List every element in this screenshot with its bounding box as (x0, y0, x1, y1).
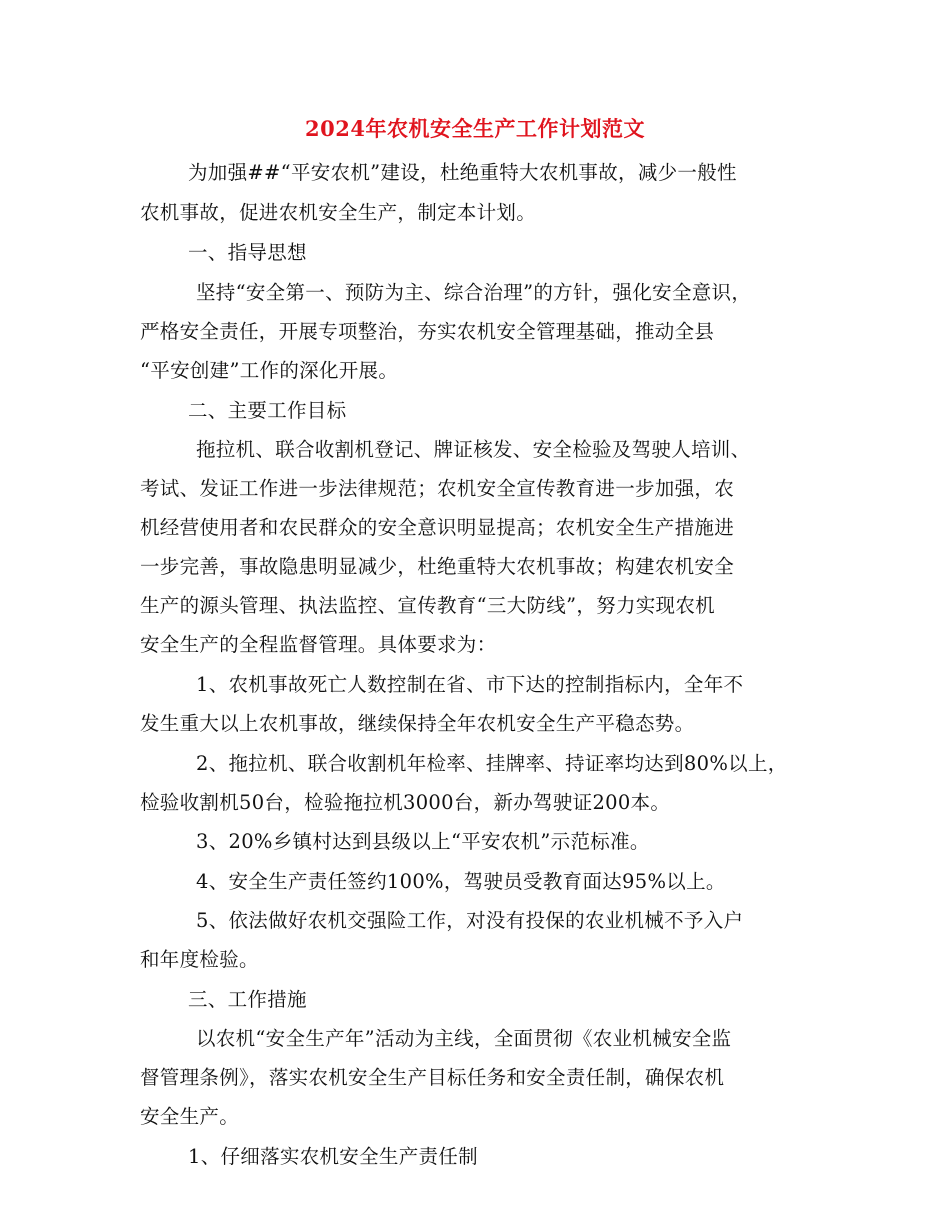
body-line: 3、20%乡镇村达到县级以上“平安农机”示范标准。 (196, 830, 650, 853)
body-line: 生产的源头管理、执法监控、宣传教育“三大防线”，努力实现农机 (140, 594, 715, 617)
body-line: 为加强##“平安农机”建设，杜绝重特大农机事故，减少一般性 (188, 161, 737, 184)
document-title: 2024年农机安全生产工作计划范文 (305, 116, 645, 141)
body-line: 考试、发证工作进一步法律规范；农机安全宣传教育进一步加强，农 (140, 477, 735, 500)
body-line: 机经营使用者和农民群众的安全意识明显提高；农机安全生产措施进 (140, 516, 735, 539)
section-heading: 三、工作措施 (188, 988, 307, 1011)
body-line: 督管理条例》，落实农机安全生产目标任务和安全责任制，确保农机 (140, 1066, 725, 1089)
body-line: 1、仔细落实农机安全生产责任制 (188, 1145, 478, 1168)
body-line: 2、拖拉机、联合收割机年检率、挂牌率、持证率均达到80%以上， (196, 752, 788, 775)
body-line: 拖拉机、联合收割机登记、牌证核发、安全检验及驾驶人培训、 (196, 438, 751, 461)
body-line: 1、农机事故死亡人数控制在省、市下达的控制指标内，全年不 (196, 673, 744, 696)
body-line: 严格安全责任，开展专项整治，夯实农机安全管理基础，推动全县 (140, 320, 715, 343)
body-line: “平安创建”工作的深化开展。 (140, 359, 399, 382)
body-line: 坚持“安全第一、预防为主、综合治理”的方针，强化安全意识， (196, 281, 752, 304)
body-line: 一步完善，事故隐患明显减少，杜绝重特大农机事故；构建农机安全 (140, 555, 735, 578)
body-line: 发生重大以上农机事故，继续保持全年农机安全生产平稳态势。 (140, 712, 695, 735)
section-heading: 一、指导思想 (188, 241, 307, 264)
body-line: 安全生产。 (140, 1105, 240, 1128)
body-line: 和年度检验。 (140, 948, 259, 971)
body-line: 以农机“安全生产年”活动为主线，全面贯彻《农业机械安全监 (196, 1027, 732, 1050)
body-line: 4、安全生产责任签约100%，驾驶员受教育面达95%以上。 (196, 870, 726, 893)
body-line: 检验收割机50台，检验拖拉机3000台，新办驾驶证200本。 (140, 791, 671, 814)
section-heading: 二、主要工作目标 (188, 399, 347, 422)
body-line: 5、依法做好农机交强险工作，对没有投保的农业机械不予入户 (196, 909, 744, 932)
body-line: 安全生产的全程监督管理。具体要求为： (140, 633, 497, 656)
body-line: 农机事故，促进农机安全生产，制定本计划。 (140, 201, 537, 224)
